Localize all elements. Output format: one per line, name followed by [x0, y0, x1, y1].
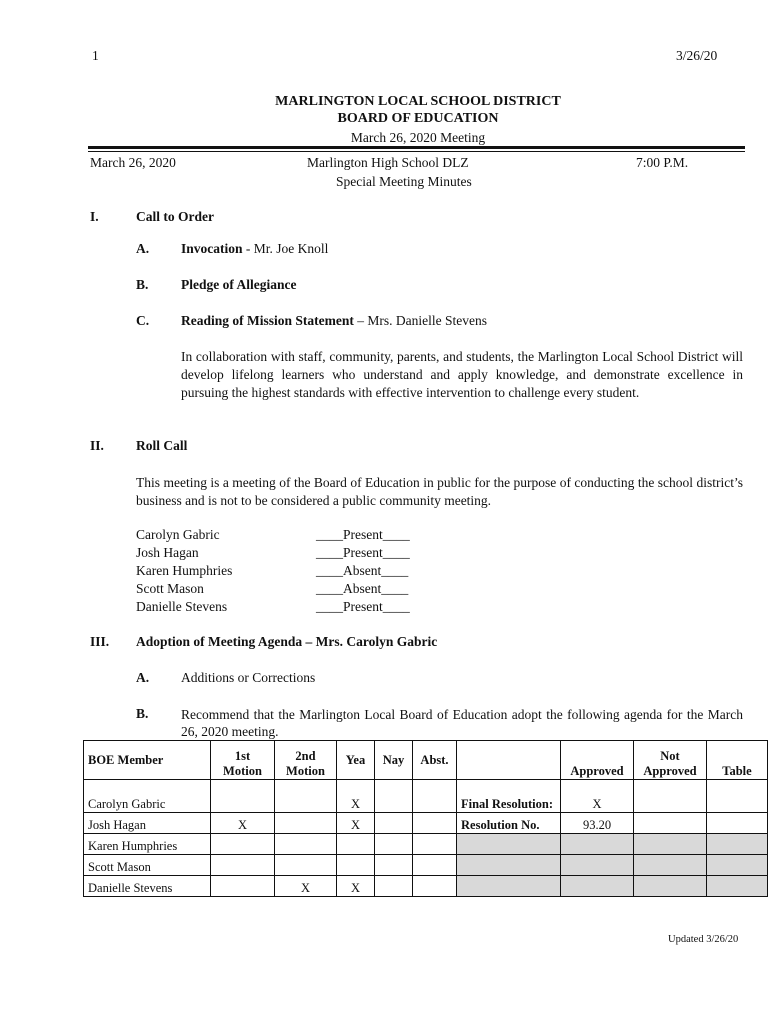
cell-abst	[413, 876, 457, 897]
header-nay: Nay	[375, 741, 413, 780]
table-row	[84, 876, 768, 897]
meeting-time: 7:00 P.M.	[636, 155, 689, 170]
cell-second-motion	[275, 813, 337, 834]
meeting-title: March 26, 2020 Meeting	[350, 130, 486, 145]
item-adopt-agenda: Recommend that the Marlington Local Board of Education adopt the following agenda for the March 26, 2020 meeting.	[181, 707, 743, 739]
cell-shaded	[457, 855, 561, 876]
cell-table	[707, 813, 768, 834]
roll-name: Scott Mason	[136, 581, 204, 596]
cell-abst	[413, 855, 457, 876]
table-header-row	[84, 741, 768, 780]
cell-shaded	[457, 876, 561, 897]
cell-shaded	[561, 876, 634, 897]
mission-statement: In collaboration with staff, community, parents, and students, the Marlington Local School District will develop lifelong learners who understand and apply knowledge, and demonstrate excellence in pursuing the highest standards with effective intervention to challenge every student.	[181, 349, 743, 400]
cell-yea	[337, 855, 375, 876]
header-second-motion: 2nd Motion	[275, 741, 337, 780]
table-row	[84, 813, 768, 834]
item-mission-detail: – Mrs. Danielle Stevens	[353, 313, 487, 328]
roll-name: Josh Hagan	[136, 545, 199, 560]
roll-name: Danielle Stevens	[136, 599, 228, 614]
section-2-title: Roll Call	[136, 438, 188, 453]
meeting-date: March 26, 2020	[90, 155, 176, 170]
cell-yea	[337, 834, 375, 855]
cell-first-motion	[211, 855, 275, 876]
cell-first-motion: X	[211, 813, 275, 834]
cell-abst	[413, 834, 457, 855]
roll-status: ____Present____	[316, 545, 410, 560]
header-not-approved: Not Approved	[634, 741, 707, 780]
cell-member: Josh Hagan	[84, 813, 211, 834]
cell-second-motion: X	[275, 876, 337, 897]
item-mission	[181, 313, 487, 329]
cell-member: Karen Humphries	[84, 834, 211, 855]
section-3-title: Adoption of Meeting Agenda – Mrs. Carolyn Gabric	[136, 634, 438, 649]
cell-nay	[375, 834, 413, 855]
cell-nay	[375, 780, 413, 813]
cell-shaded	[634, 834, 707, 855]
cell-first-motion	[211, 834, 275, 855]
section-2-number: II.	[90, 438, 104, 453]
header-approved: Approved	[561, 741, 634, 780]
cell-shaded	[634, 876, 707, 897]
cell-shaded	[561, 855, 634, 876]
item-invocation-title: Invocation	[181, 241, 243, 256]
cell-resolution-label: Resolution No.	[457, 813, 561, 834]
table-row	[84, 780, 768, 813]
roll-call-intro: This meeting is a meeting of the Board of Education in public for the purpose of conducting the school district’s business and is not to be considered a public community meeting.	[136, 475, 743, 508]
roll-name: Karen Humphries	[136, 563, 233, 578]
cell-member: Carolyn Gabric	[84, 780, 211, 813]
cell-shaded	[634, 855, 707, 876]
roll-status: ____Absent____	[316, 563, 409, 578]
table-row	[84, 834, 768, 855]
cell-member: Danielle Stevens	[84, 876, 211, 897]
page-number: 1	[92, 48, 99, 63]
cell-second-motion	[275, 855, 337, 876]
item-mission-title: Reading of Mission Statement	[181, 313, 354, 328]
header-blank	[457, 741, 561, 780]
item-c-letter: C.	[136, 313, 150, 328]
cell-abst	[413, 813, 457, 834]
cell-not-approved	[634, 780, 707, 813]
header-yea: Yea	[337, 741, 375, 780]
board-title: BOARD OF EDUCATION	[337, 111, 499, 126]
header-member: BOE Member	[84, 741, 211, 780]
meeting-type: Special Meeting Minutes	[336, 174, 472, 189]
header-rule-thick	[88, 146, 745, 149]
item-3a-letter: A.	[136, 670, 150, 685]
cell-shaded	[707, 834, 768, 855]
cell-shaded	[707, 855, 768, 876]
section-1-title: Call to Order	[136, 209, 214, 224]
cell-approved: X	[561, 780, 634, 813]
section-3-number: III.	[90, 634, 110, 649]
cell-abst	[413, 780, 457, 813]
cell-first-motion	[211, 780, 275, 813]
roll-status: ____Present____	[316, 599, 410, 614]
cell-resolution-number: 93.20	[561, 813, 634, 834]
item-a-letter: A.	[136, 241, 150, 256]
cell-first-motion	[211, 876, 275, 897]
header-date: 3/26/20	[676, 48, 718, 63]
cell-nay	[375, 855, 413, 876]
cell-shaded	[457, 834, 561, 855]
cell-nay	[375, 813, 413, 834]
vote-table	[83, 740, 768, 897]
header-abst: Abst.	[413, 741, 457, 780]
item-b-letter: B.	[136, 277, 149, 292]
cell-yea: X	[337, 813, 375, 834]
cell-nay	[375, 876, 413, 897]
roll-status: ____Absent____	[316, 581, 409, 596]
table-row	[84, 855, 768, 876]
cell-second-motion	[275, 780, 337, 813]
cell-not-approved	[634, 813, 707, 834]
cell-yea: X	[337, 876, 375, 897]
cell-table	[707, 780, 768, 813]
item-pledge: Pledge of Allegiance	[181, 277, 297, 292]
footer-updated: Updated 3/26/20	[668, 934, 739, 945]
cell-member: Scott Mason	[84, 855, 211, 876]
item-invocation	[181, 241, 328, 257]
header-rule-thin	[88, 151, 745, 152]
cell-resolution-label: Final Resolution:	[457, 780, 561, 813]
item-3b-letter: B.	[136, 706, 149, 721]
cell-shaded	[707, 876, 768, 897]
cell-yea: X	[337, 780, 375, 813]
district-title: MARLINGTON LOCAL SCHOOL DISTRICT	[275, 94, 561, 109]
cell-second-motion	[275, 834, 337, 855]
header-first-motion: 1st Motion	[211, 741, 275, 780]
roll-name: Carolyn Gabric	[136, 527, 220, 542]
header-table: Table	[707, 741, 768, 780]
roll-status: ____Present____	[316, 527, 410, 542]
section-1-number: I.	[90, 209, 99, 224]
item-additions: Additions or Corrections	[181, 670, 316, 685]
meeting-location: Marlington High School DLZ	[307, 155, 469, 170]
cell-shaded	[561, 834, 634, 855]
item-invocation-detail: - Mr. Joe Knoll	[242, 241, 329, 256]
